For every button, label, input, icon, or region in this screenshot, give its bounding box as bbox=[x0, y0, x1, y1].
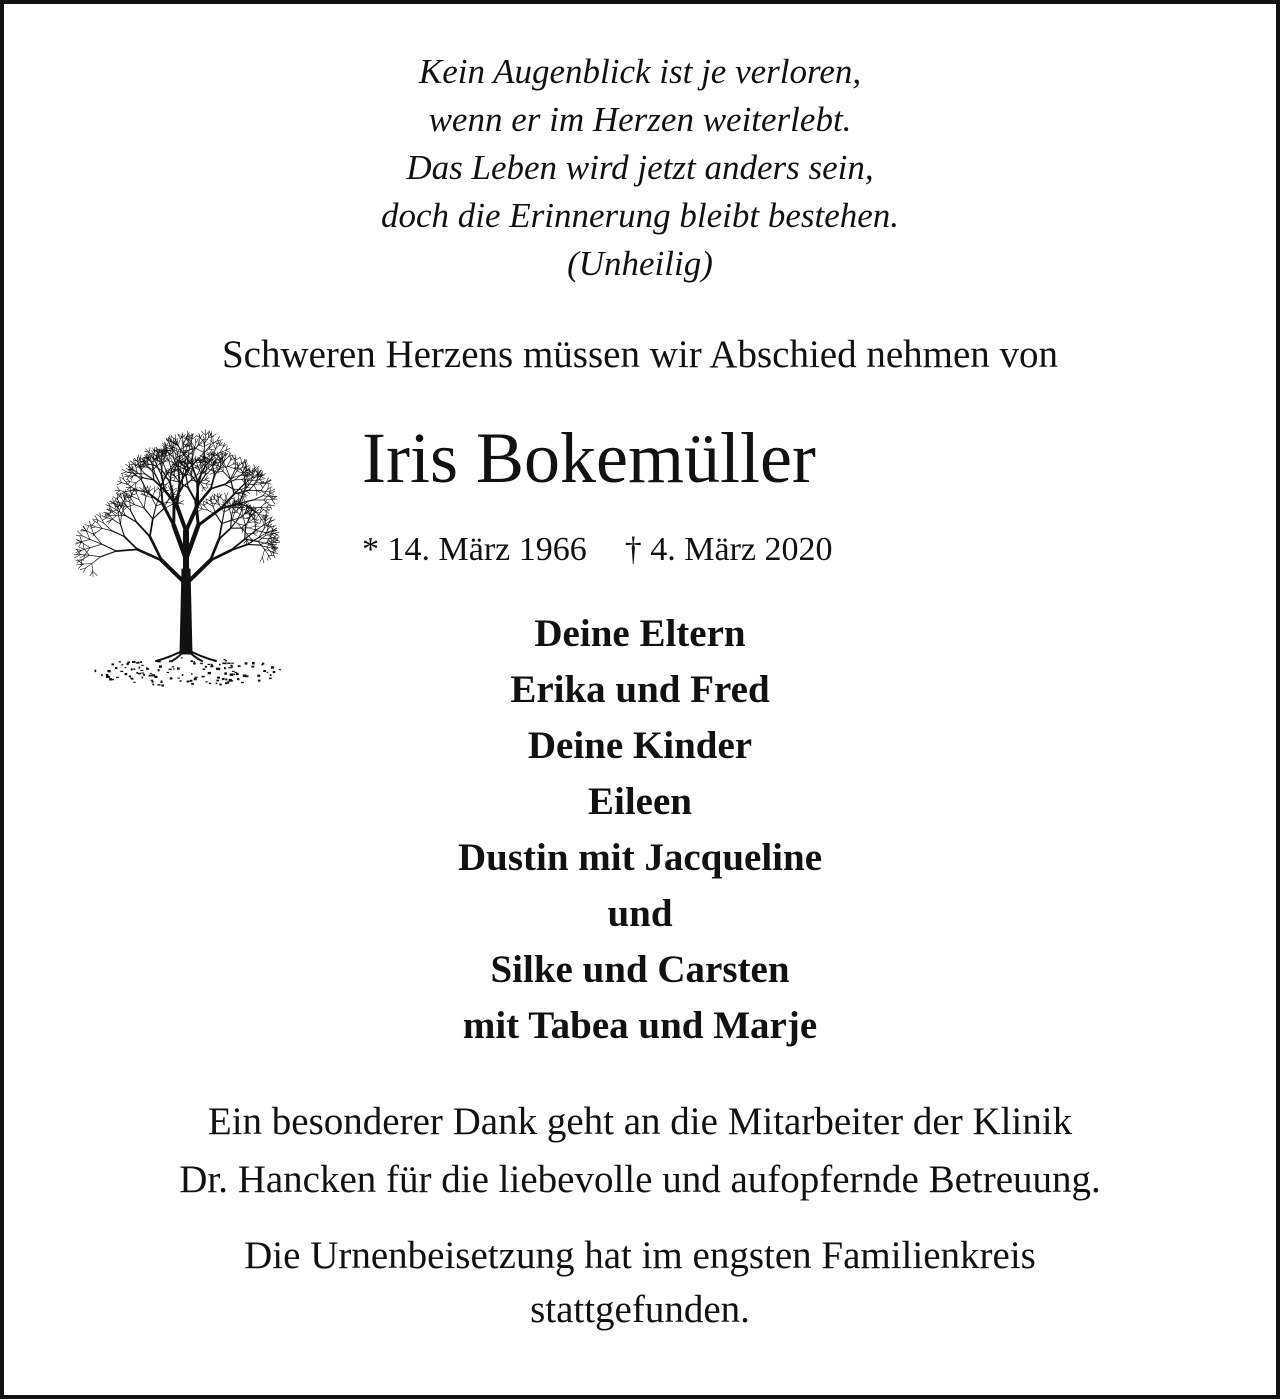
quote-line: doch die Erinnerung bleibt bestehen. bbox=[380, 196, 900, 235]
quote-line: wenn er im Herzen weiterlebt. bbox=[428, 100, 852, 139]
quote-line: Kein Augenblick ist je verloren, bbox=[418, 52, 862, 91]
burial-line: Die Urnenbeisetzung hat im engsten Familienkreis bbox=[244, 1234, 1036, 1277]
family-line: Dustin mit Jacqueline bbox=[457, 836, 823, 879]
burial-line: stattgefunden. bbox=[530, 1288, 750, 1331]
intro-text: Schweren Herzens müssen wir Abschied nehmen von bbox=[221, 333, 1059, 376]
deceased-name: Iris Bokemüller bbox=[362, 418, 816, 498]
family-line: Eileen bbox=[588, 780, 692, 823]
life-dates bbox=[362, 528, 833, 572]
thanks-line: Dr. Hancken für die liebevolle und aufopfernde Betreuung. bbox=[179, 1158, 1101, 1201]
family-line: Erika und Fred bbox=[510, 668, 770, 711]
family-line: und bbox=[607, 892, 673, 935]
death-date: † 4. März 2020 bbox=[624, 531, 833, 568]
birth-date: * 14. März 1966 bbox=[362, 531, 587, 568]
thanks-line: Ein besonderer Dank geht an die Mitarbeiter der Klinik bbox=[207, 1100, 1073, 1143]
family-line: mit Tabea und Marje bbox=[462, 1004, 818, 1047]
quote-attribution: (Unheilig) bbox=[567, 244, 713, 283]
family-line: Silke und Carsten bbox=[490, 948, 790, 991]
family-line: Deine Eltern bbox=[534, 612, 746, 655]
quote-line: Das Leben wird jetzt anders sein, bbox=[406, 148, 874, 187]
family-line: Deine Kinder bbox=[527, 724, 753, 767]
